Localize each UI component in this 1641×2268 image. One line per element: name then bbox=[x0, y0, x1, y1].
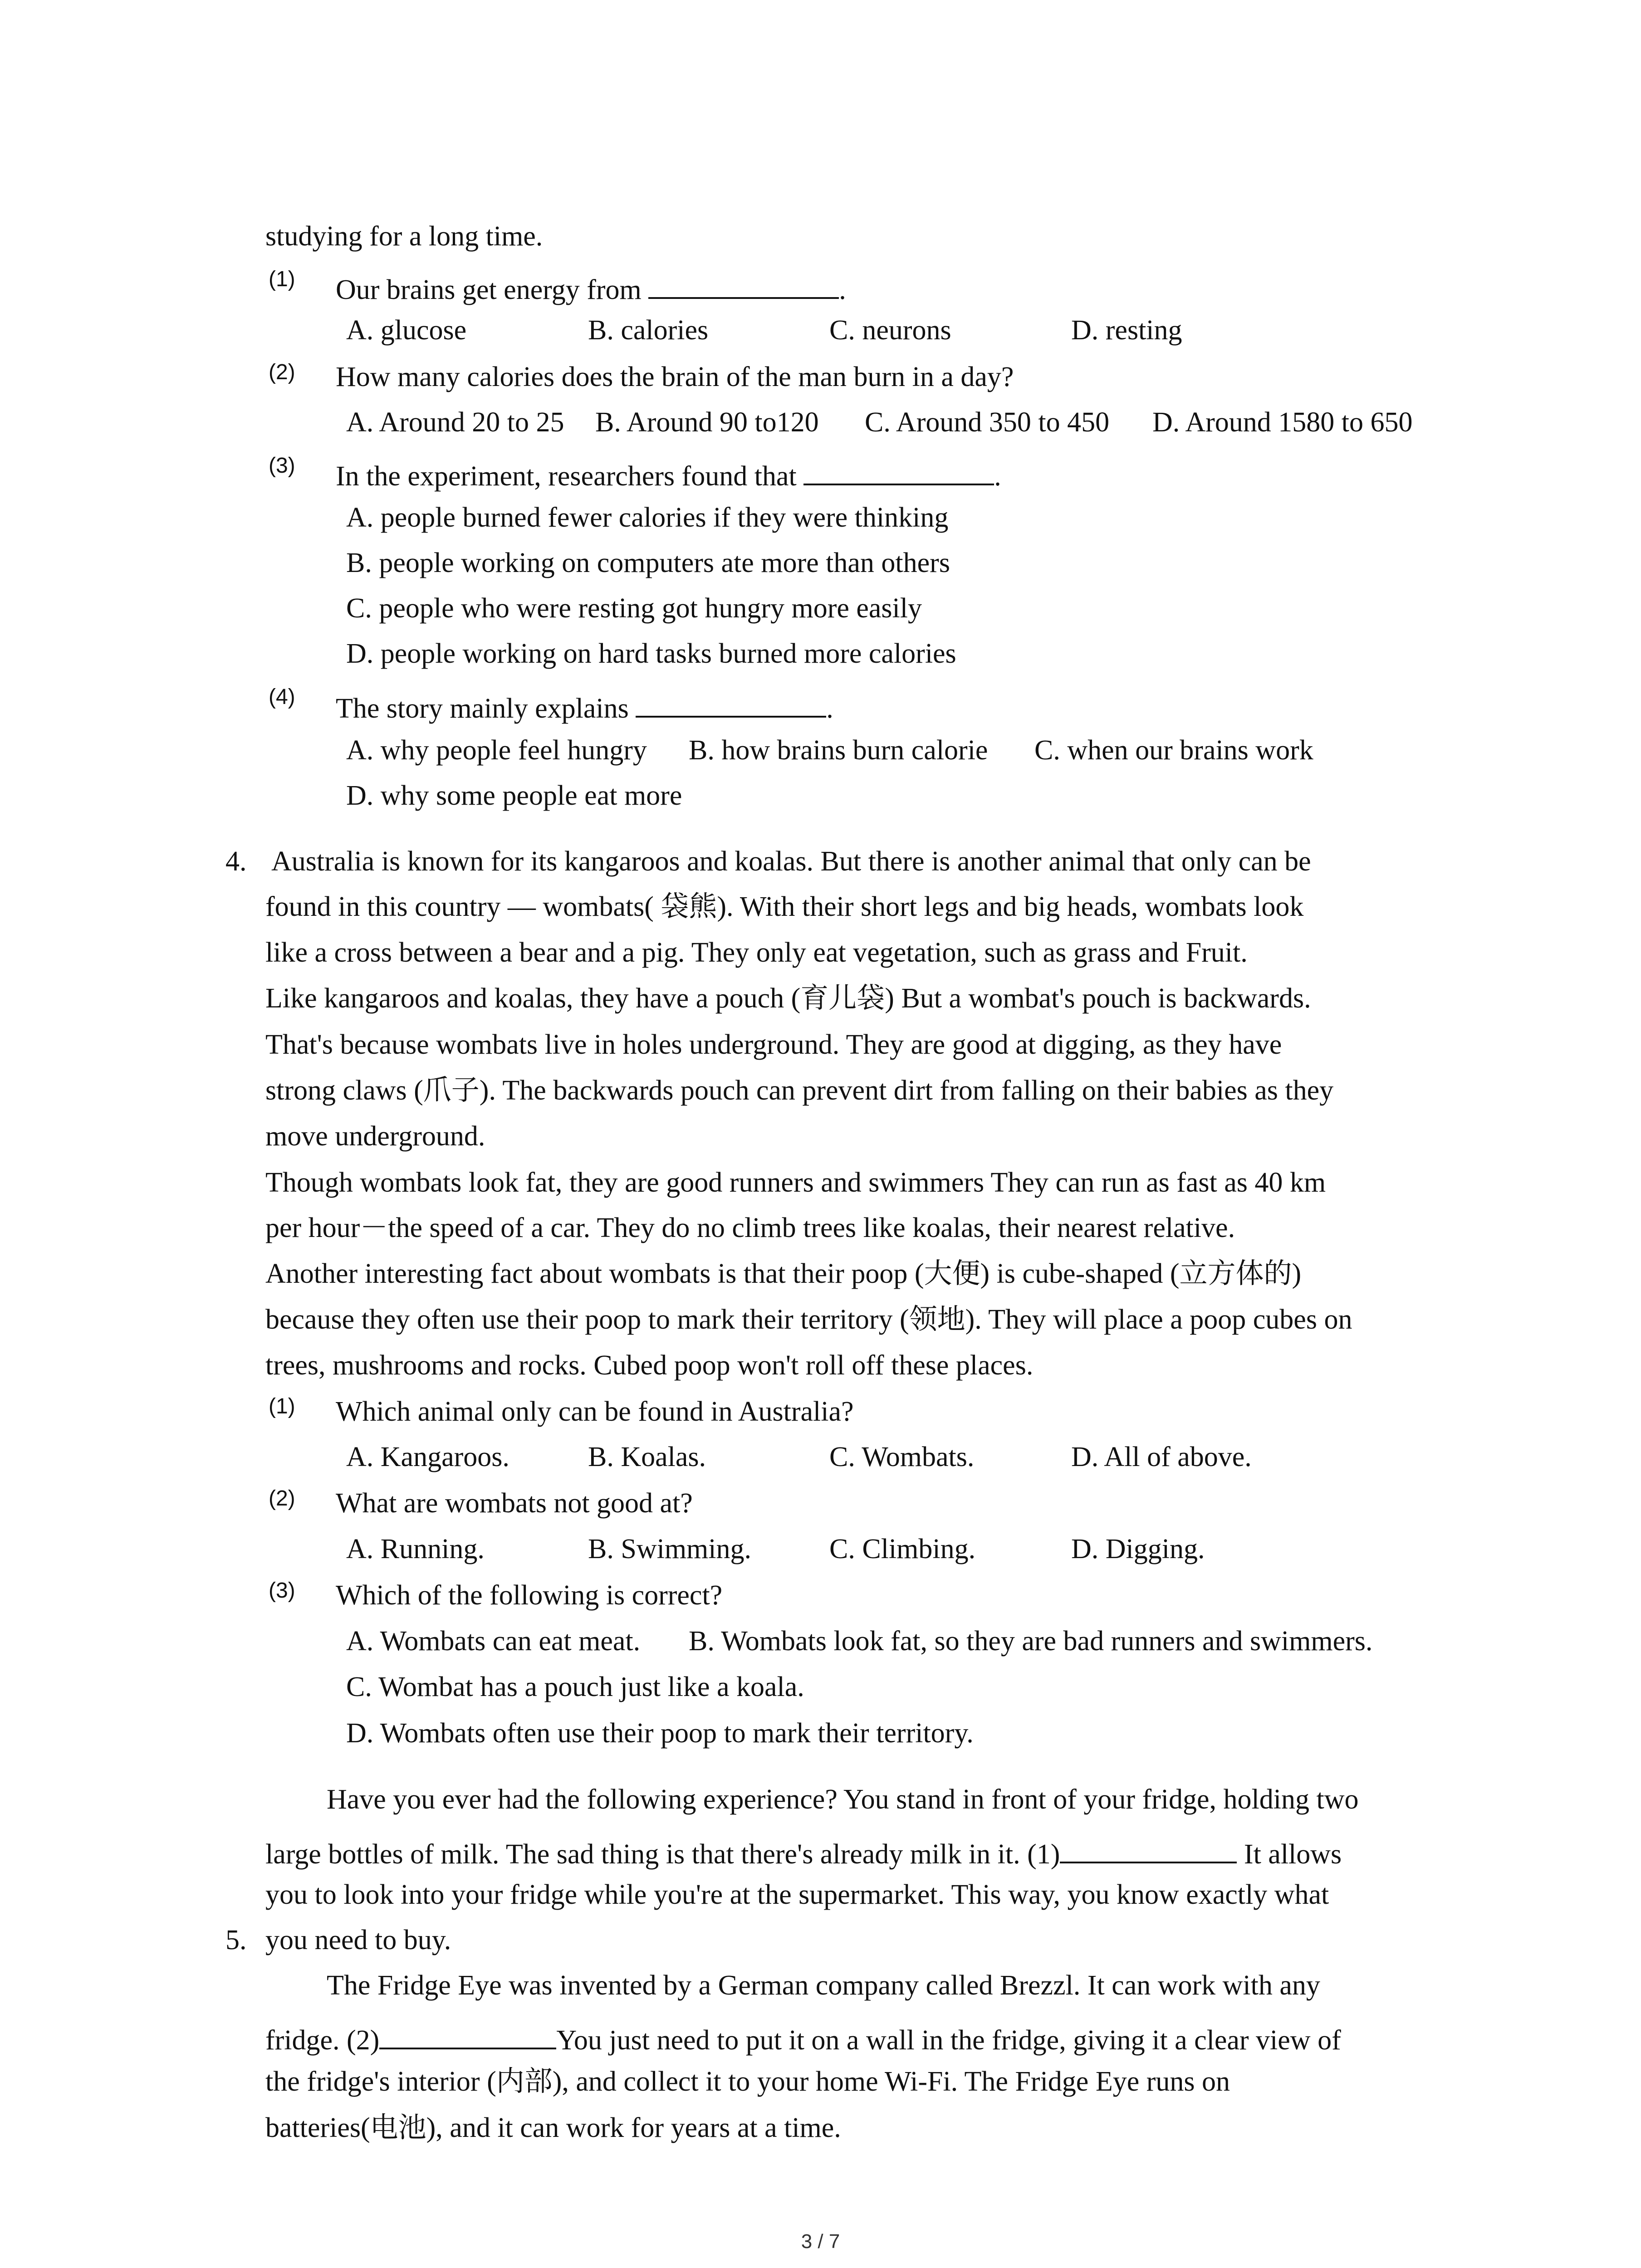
passage-line: Another interesting fact about wombats is that their poop (大便) is cube-shaped (立方体的) bbox=[265, 1258, 1302, 1289]
q4-item-2-stem: What are wombats not good at? bbox=[336, 1488, 693, 1519]
q3-item-4-option-a[interactable]: A. why people feel hungry bbox=[346, 735, 647, 766]
q4-item-2-number: (2) bbox=[269, 1486, 295, 1510]
page-number: 3 / 7 bbox=[801, 2230, 840, 2253]
q3-item-4-option-b[interactable]: B. how brains burn calorie bbox=[689, 735, 988, 766]
passage-line: fridge. (2) You just need to put it on a wall in the fridge, giving it a clear view of bbox=[265, 2021, 1341, 2054]
q4-item-1-option-a[interactable]: A. Kangaroos. bbox=[346, 1442, 509, 1472]
q3-item-4-stem: The story mainly explains . bbox=[336, 689, 833, 723]
q4-item-2-option-c[interactable]: C. Climbing. bbox=[829, 1534, 976, 1564]
q4-item-1-option-c[interactable]: C. Wombats. bbox=[829, 1442, 975, 1472]
passage-line: batteries(电池), and it can work for years at a time. bbox=[265, 2112, 841, 2143]
question-number: 5. bbox=[225, 1925, 247, 1955]
q3-item-2-number: (2) bbox=[269, 360, 295, 384]
passage-tail: studying for a long time. bbox=[265, 221, 543, 252]
passage-line: Have you ever had the following experience? You stand in front of your fridge, holding two bbox=[327, 1784, 1359, 1815]
passage-line: you need to buy. bbox=[265, 1925, 451, 1955]
q4-item-3-stem: Which of the following is correct? bbox=[336, 1580, 723, 1611]
q3-item-4-option-d[interactable]: D. why some people eat more bbox=[346, 780, 682, 811]
q3-item-3-option-d[interactable]: D. people working on hard tasks burned more calories bbox=[346, 638, 956, 669]
passage-line: Though wombats look fat, they are good runners and swimmers They can run as fast as 40 km bbox=[265, 1167, 1326, 1198]
q3-item-1-number: (1) bbox=[269, 267, 295, 291]
q4-item-1-option-b[interactable]: B. Koalas. bbox=[588, 1442, 706, 1472]
q3-item-2-stem: How many calories does the brain of the man burn in a day? bbox=[336, 362, 1014, 392]
q4-item-3-number: (3) bbox=[269, 1579, 295, 1603]
q3-item-1-option-d[interactable]: D. resting bbox=[1071, 315, 1182, 346]
answer-blank[interactable] bbox=[648, 271, 839, 299]
q3-item-1-option-b[interactable]: B. calories bbox=[588, 315, 709, 346]
passage-line: per hour－the speed of a car. They do no climb trees like koalas, their nearest relative. bbox=[265, 1212, 1235, 1243]
q4-item-1-number: (1) bbox=[269, 1394, 295, 1418]
q3-item-1-option-c[interactable]: C. neurons bbox=[829, 315, 951, 346]
q4-item-3-option-d[interactable]: D. Wombats often use their poop to mark their territory. bbox=[346, 1718, 974, 1749]
passage-line: move underground. bbox=[265, 1121, 485, 1152]
q3-item-4-option-c[interactable]: C. when our brains work bbox=[1034, 735, 1313, 766]
answer-blank[interactable] bbox=[636, 689, 826, 718]
passage-line: the fridge's interior (内部), and collect it to your home Wi-Fi. The Fridge Eye runs on bbox=[265, 2066, 1230, 2097]
q3-item-3-option-a[interactable]: A. people burned fewer calories if they were thinking bbox=[346, 502, 949, 533]
q3-item-3-option-b[interactable]: B. people working on computers ate more than others bbox=[346, 547, 950, 578]
q3-item-2-option-d[interactable]: D. Around 1580 to 650 bbox=[1152, 407, 1413, 438]
q4-item-1-option-d[interactable]: D. All of above. bbox=[1071, 1442, 1252, 1472]
passage-line: because they often use their poop to mark their territory (领地). They will place a poop cubes on bbox=[265, 1304, 1352, 1335]
q3-item-1-option-a[interactable]: A. glucose bbox=[346, 315, 467, 346]
passage-line: Australia is known for its kangaroos and koalas. But there is another animal that only can be bbox=[271, 846, 1311, 877]
q4-item-2-option-b[interactable]: B. Swimming. bbox=[588, 1534, 752, 1564]
passage-line: strong claws (爪子). The backwards pouch can prevent dirt from falling on their babies as they bbox=[265, 1075, 1334, 1106]
answer-blank[interactable] bbox=[379, 2021, 556, 2049]
passage-line: like a cross between a bear and a pig. They only eat vegetation, such as grass and Fruit. bbox=[265, 937, 1248, 968]
q4-item-1-stem: Which animal only can be found in Australia? bbox=[336, 1396, 854, 1427]
q3-item-1-stem: Our brains get energy from . bbox=[336, 271, 846, 304]
passage-line: The Fridge Eye was invented by a German company called Brezzl. It can work with any bbox=[327, 1970, 1320, 2001]
passage-line: trees, mushrooms and rocks. Cubed poop won't roll off these places. bbox=[265, 1350, 1034, 1381]
answer-blank[interactable] bbox=[1060, 1835, 1237, 1863]
q3-item-2-option-a[interactable]: A. Around 20 to 25 bbox=[346, 407, 564, 438]
q3-item-4-number: (4) bbox=[269, 685, 295, 709]
q3-item-3-option-c[interactable]: C. people who were resting got hungry more easily bbox=[346, 593, 922, 624]
q3-item-3-number: (3) bbox=[269, 454, 295, 478]
q4-item-3-option-b[interactable]: B. Wombats look fat, so they are bad runners and swimmers. bbox=[689, 1626, 1373, 1657]
passage-line: That's because wombats live in holes underground. They are good at digging, as they have bbox=[265, 1029, 1282, 1060]
q3-item-2-option-b[interactable]: B. Around 90 to120 bbox=[595, 407, 819, 438]
q3-item-3-stem: In the experiment, researchers found that . bbox=[336, 457, 1001, 490]
passage-line: Like kangaroos and koalas, they have a pouch (育儿袋) But a wombat's pouch is backwards. bbox=[265, 983, 1311, 1014]
q3-item-2-option-c[interactable]: C. Around 350 to 450 bbox=[865, 407, 1110, 438]
passage-line: found in this country — wombats( 袋熊). With their short legs and big heads, wombats look bbox=[265, 891, 1304, 922]
q4-item-2-option-d[interactable]: D. Digging. bbox=[1071, 1534, 1205, 1564]
passage-line: large bottles of milk. The sad thing is that there's already milk in it. (1) It allows bbox=[265, 1835, 1342, 1868]
question-number: 4. bbox=[225, 846, 247, 877]
q4-item-3-option-a[interactable]: A. Wombats can eat meat. bbox=[346, 1626, 641, 1657]
answer-blank[interactable] bbox=[803, 457, 994, 485]
q4-item-2-option-a[interactable]: A. Running. bbox=[346, 1534, 485, 1564]
q4-item-3-option-c[interactable]: C. Wombat has a pouch just like a koala. bbox=[346, 1672, 804, 1702]
passage-line: you to look into your fridge while you're at the supermarket. This way, you know exactly what bbox=[265, 1879, 1329, 1910]
